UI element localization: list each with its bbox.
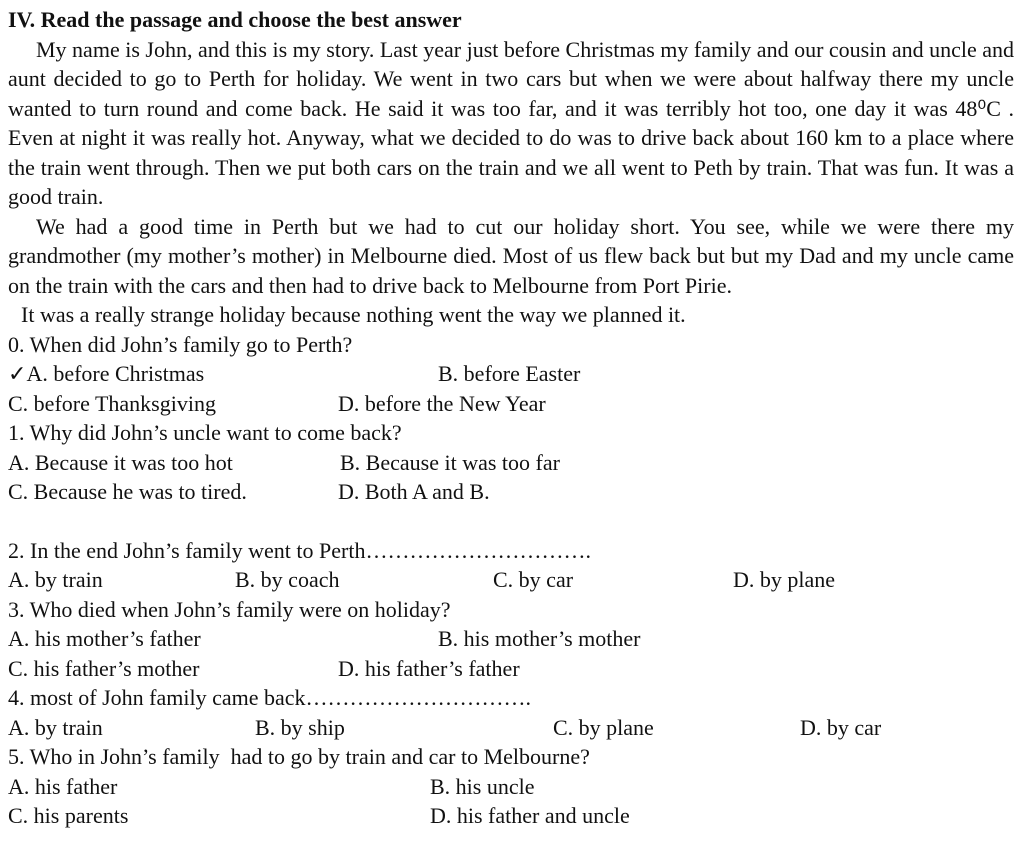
question-4-option-a: A. by train [8, 714, 103, 740]
question-5-option-row-1 [8, 772, 1014, 802]
question-3 [8, 595, 1014, 684]
question-2 [8, 536, 1014, 595]
question-1-option-row-2 [8, 477, 1014, 507]
question-0-option-a [8, 359, 438, 389]
question-4-text: 4. most of John family came back…………………………. [8, 685, 532, 710]
question-3-option-b: B. his mother’s mother [438, 626, 641, 651]
question-5-text: 5. Who in John’s family had to go by train and car to Melbourne? [8, 744, 590, 769]
question-5 [8, 742, 1014, 831]
question-2-option-row [8, 565, 1014, 595]
option-label: A. before Christmas [26, 361, 205, 386]
question-3-option-row-2 [8, 654, 1014, 684]
question-0 [8, 330, 1014, 419]
question-4 [8, 683, 1014, 742]
blank-line [8, 507, 1014, 536]
question-3-option-d: D. his father’s father [338, 655, 520, 681]
question-4-option-c: C. by plane [553, 714, 654, 740]
question-2-option-a: A. by train [8, 567, 103, 592]
question-5-option-b: B. his uncle [430, 773, 535, 799]
question-0-option-b: B. before Easter [438, 361, 581, 386]
question-0-option-c: C. before Thanksgiving [8, 390, 216, 416]
passage-paragraph-1: My name is John, and this is my story. Last year just before Christmas my family and our cousin and uncle and aunt decided to go to Perth for holiday. We went in two cars but when we were about halfway there my uncle wanted to turn round and come back. He said it was too far, and it was terribly hot too, one day it was 48⁰C . Even at night it was really hot. Anyway, what we decided to do was to drive back about 160 km to a place where the train went through. Then we put both cars on the train and we all went to Peth by train. That was fun. It was a good train. [8, 36, 1015, 209]
question-5-option-d: D. his father and uncle [430, 803, 630, 828]
question-3-option-row-1 [8, 624, 1014, 654]
question-4-option-row [8, 713, 1014, 743]
question-4-option-b: B. by ship [255, 714, 345, 740]
passage-paragraph-2: We had a good time in Perth but we had to cut our holiday short. You see, while we were there my grandmother (my mother’s mother) in Melbourne died. Most of us flew back but but my Dad and my uncle came on the train with the cars and then had to drive back to Melbourne from Port Pirie. [8, 213, 1014, 298]
question-2-option-d: D. by plane [733, 567, 836, 592]
passage-paragraph-3: It was a really strange holiday because nothing went the way we planned it. [21, 302, 686, 327]
question-3-option-a: A. his mother’s father [8, 626, 201, 651]
question-2-option-c: C. by car [493, 567, 574, 592]
checkmark-icon: ✓ [8, 361, 27, 386]
question-1-option-a: A. Because it was too hot [8, 449, 233, 475]
question-0-text: 0. When did John’s family go to Perth? [8, 331, 353, 357]
question-1-option-c: C. Because he was to tired. [8, 479, 247, 504]
question-1 [8, 418, 1014, 507]
question-0-option-row-2 [8, 389, 1014, 419]
question-1-text: 1. Why did John’s uncle want to come back? [8, 420, 402, 445]
question-2-text: 2. In the end John’s family went to Perth…………………………. [8, 537, 591, 563]
question-5-option-c: C. his parents [8, 803, 129, 828]
question-1-option-d: D. Both A and B. [338, 479, 490, 504]
question-1-option-b: B. Because it was too far [340, 449, 560, 475]
section-heading: IV. Read the passage and choose the best answer [8, 7, 462, 32]
question-1-option-row-1 [8, 448, 1014, 478]
question-3-option-c: C. his father’s mother [8, 655, 200, 681]
question-0-option-d: D. before the New Year [338, 390, 546, 416]
question-4-option-d: D. by car [800, 714, 882, 740]
question-2-option-b: B. by coach [235, 567, 340, 592]
question-5-option-a: A. his father [8, 773, 118, 799]
question-3-text: 3. Who died when John’s family were on holiday? [8, 596, 451, 622]
question-0-option-row-1 [8, 359, 1014, 389]
question-5-option-row-2 [8, 801, 1014, 831]
